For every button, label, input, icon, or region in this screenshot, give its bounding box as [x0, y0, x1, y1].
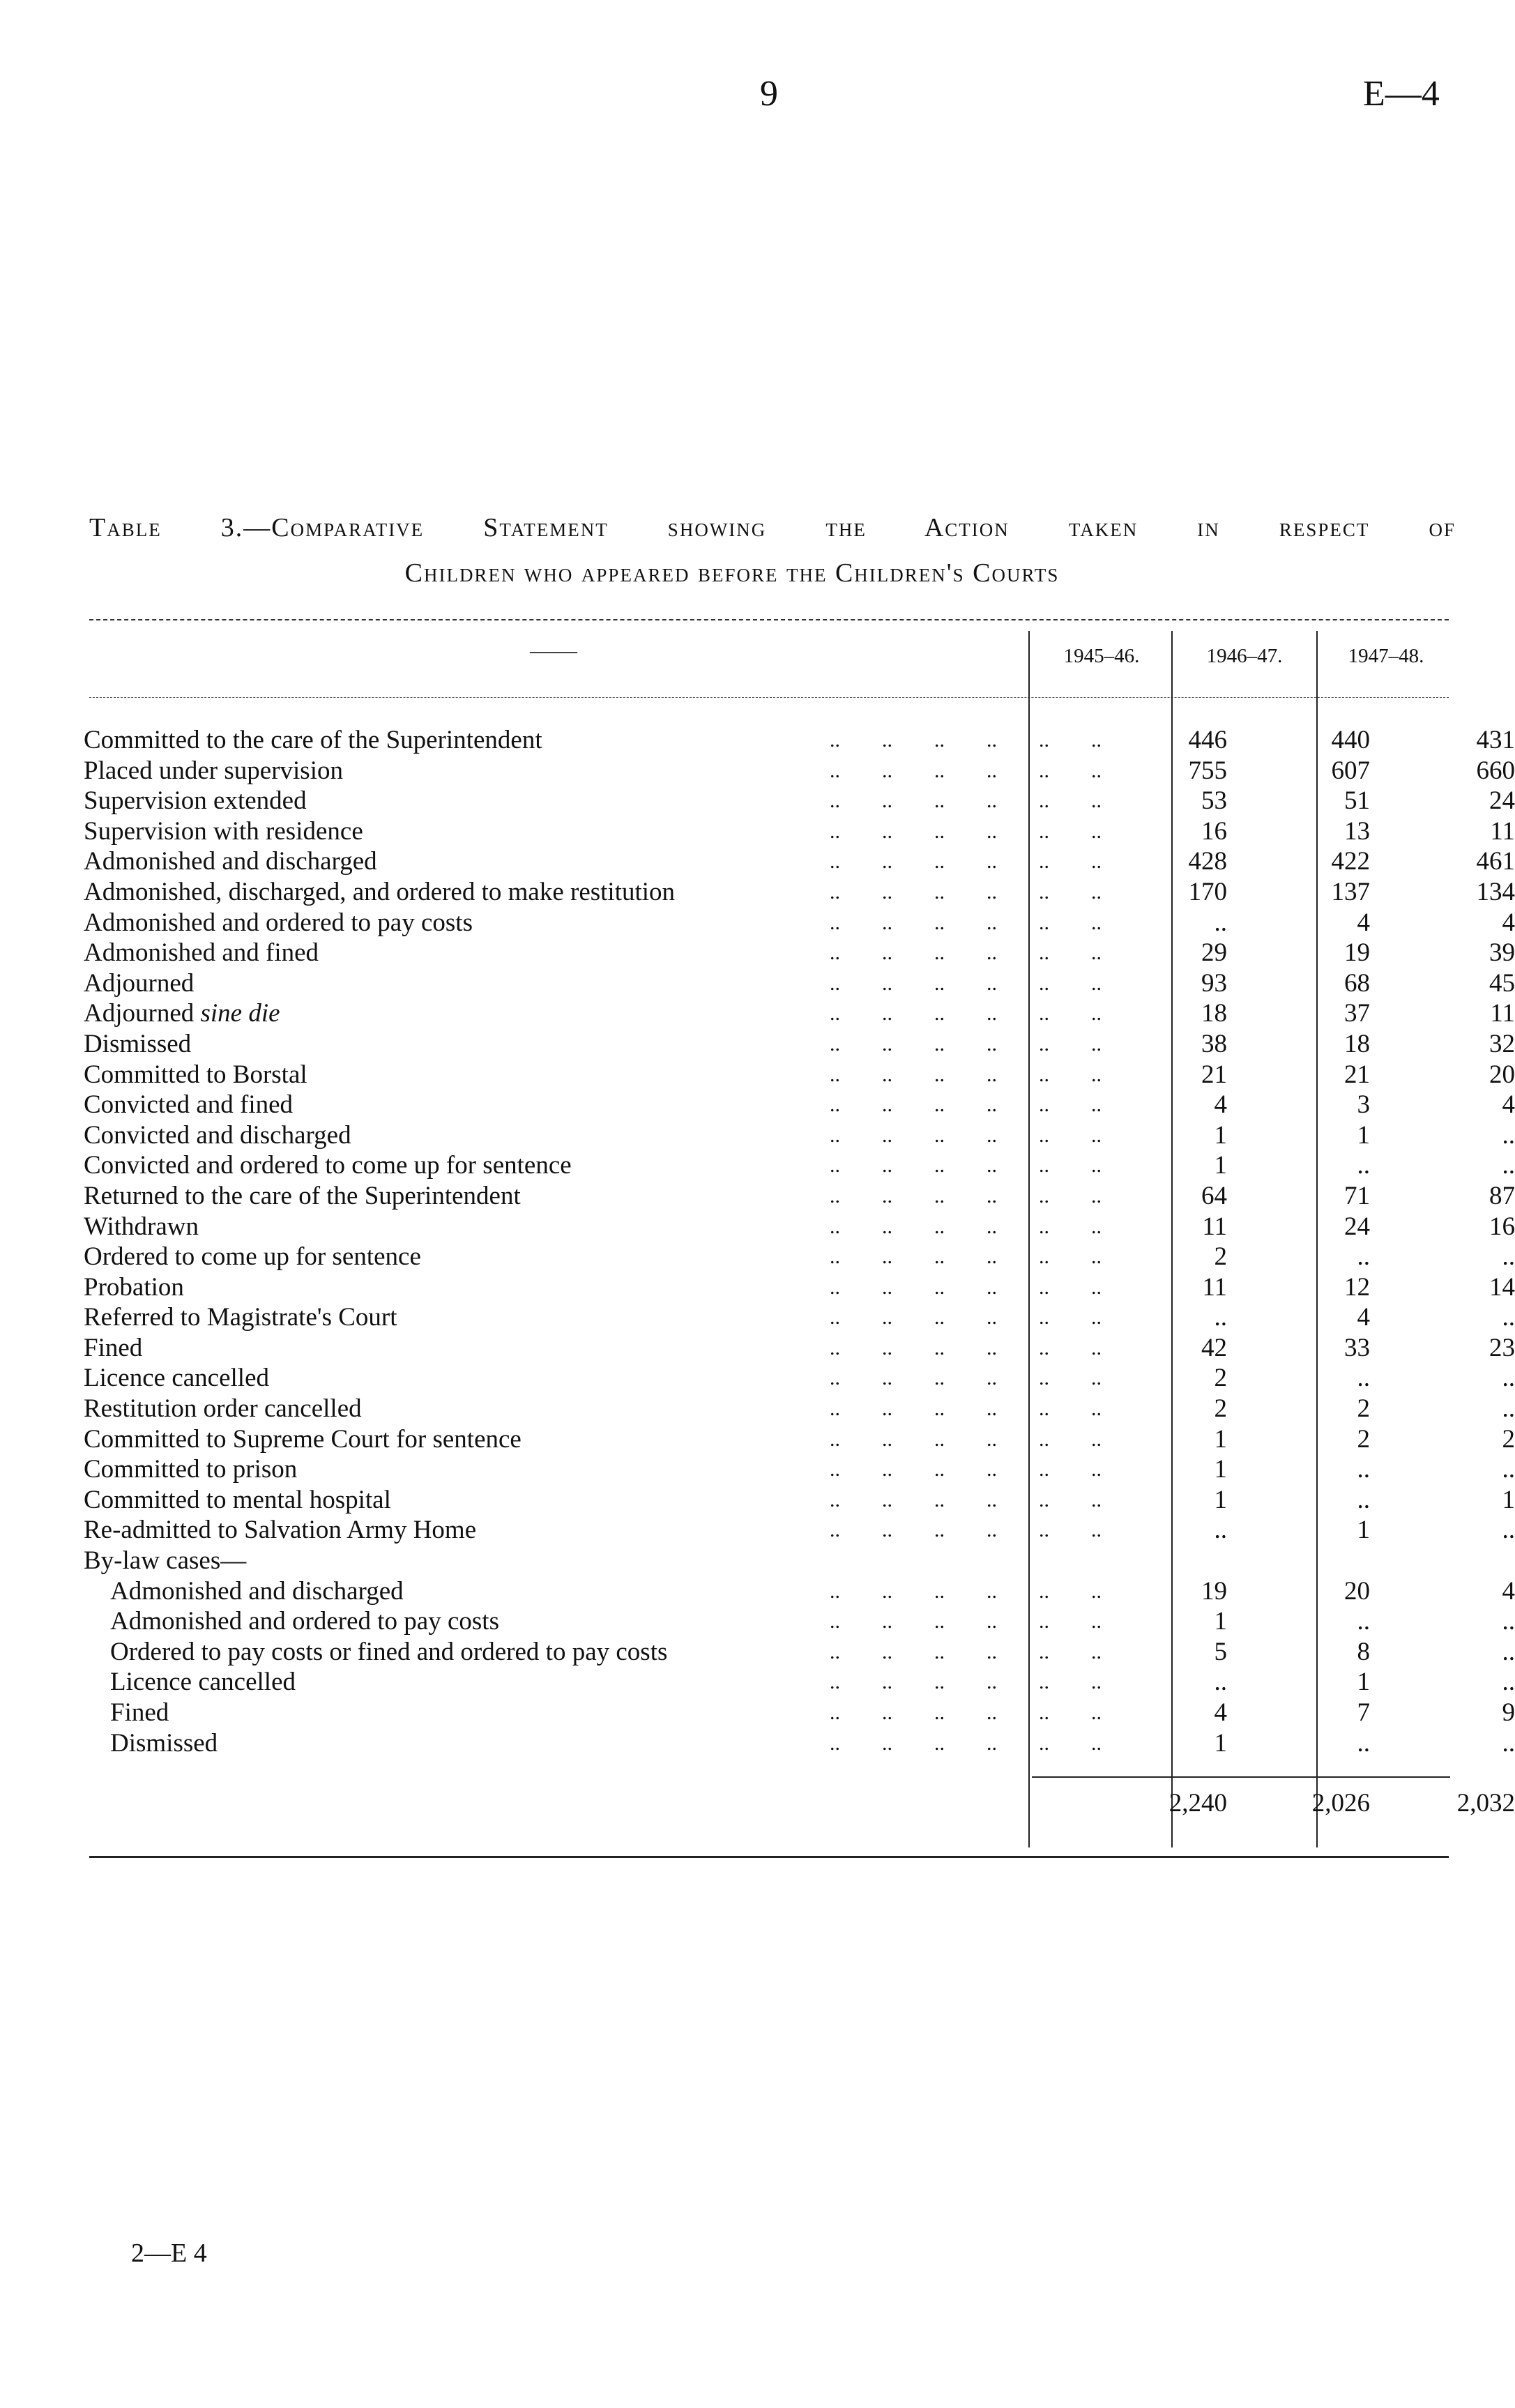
row-label-text: Licence cancelled [84, 1364, 269, 1393]
table-row [84, 1728, 1515, 1759]
row-label [84, 1212, 199, 1242]
cell-1946-47: 7 [1357, 1698, 1370, 1727]
row-label-text: Adjourned [84, 968, 195, 998]
column-header-1946-47: 1946–47. [1206, 645, 1283, 667]
row-label [84, 998, 280, 1029]
table-row [84, 1212, 1515, 1242]
table-top-rule [89, 619, 1449, 620]
row-label-text: Convicted and ordered to come up for sentence [84, 1151, 572, 1180]
table-row [84, 1394, 1515, 1424]
cell-1946-47: 4 [1357, 1303, 1370, 1332]
leader-dots: .. .. .. .. .. .. [788, 1366, 1102, 1390]
cell-1945-46: 38 [1201, 1029, 1227, 1058]
table-row [84, 1698, 1515, 1728]
row-label [84, 1150, 572, 1181]
cell-1945-46: 42 [1201, 1333, 1227, 1362]
row-label-text: Admonished and discharged [110, 1576, 404, 1606]
total-1946-47: 2,026 [1311, 1789, 1370, 1818]
row-label [84, 1029, 191, 1060]
cell-1945-46: 64 [1201, 1181, 1227, 1210]
row-label-text: Committed to Borstal [84, 1060, 307, 1089]
row-label [84, 1302, 397, 1333]
table-bottom-rule [89, 1856, 1449, 1858]
row-label [84, 1546, 246, 1576]
total-1945-46: 2,240 [1168, 1789, 1227, 1818]
table-row [84, 1120, 1515, 1151]
footer-signature: 2—E 4 [131, 2239, 207, 2268]
cell-1947-48: 1 [1502, 1485, 1515, 1514]
row-label-text: Referred to Magistrate's Court [84, 1303, 397, 1332]
cell-1946-47: 1 [1357, 1668, 1370, 1697]
table-row [84, 1667, 1515, 1698]
cell-1945-46: 428 [1188, 847, 1227, 876]
row-label [84, 1515, 476, 1546]
cell-1946-47: 33 [1344, 1333, 1370, 1362]
cell-1945-46: 2 [1214, 1394, 1227, 1424]
leader-dots: .. .. .. .. .. .. [788, 941, 1102, 965]
leader-dots: .. .. .. .. .. .. [788, 729, 1102, 752]
cell-1945-46: 1 [1214, 1728, 1227, 1758]
leader-dots: .. .. .. .. .. .. [788, 1427, 1102, 1451]
row-label [84, 1333, 142, 1364]
row-label-text: Fined [84, 1333, 143, 1362]
table-row [84, 1242, 1515, 1272]
cell-1946-47: .. [1357, 1242, 1370, 1272]
table-row [84, 786, 1515, 816]
row-label-text: Admonished, discharged, and ordered to make restitution [84, 877, 676, 906]
row-label-text: Restitution order cancelled [84, 1394, 362, 1424]
cell-1947-48: 11 [1490, 816, 1515, 846]
cell-1947-48: 23 [1489, 1333, 1515, 1362]
row-label-text: By-law cases— [84, 1546, 247, 1576]
row-label [84, 877, 675, 908]
leader-dots: .. .. .. .. .. .. [788, 1458, 1102, 1481]
cell-1946-47: 2 [1357, 1424, 1370, 1454]
cell-1947-48: 4 [1502, 1090, 1515, 1120]
row-label-text: Admonished and discharged [84, 847, 377, 876]
cell-1946-47: .. [1357, 1455, 1370, 1484]
cell-1946-47: 71 [1344, 1181, 1370, 1210]
leader-dots: .. .. .. .. .. .. [788, 1154, 1102, 1178]
cell-1946-47: .. [1357, 1364, 1370, 1393]
cell-1946-47: 51 [1344, 786, 1370, 816]
table-row [84, 756, 1515, 786]
row-label-text: Admonished and ordered to pay costs [84, 908, 473, 937]
row-label [84, 786, 307, 816]
cell-1947-48: .. [1502, 1120, 1515, 1150]
leader-dots: .. .. .. .. .. .. [788, 1002, 1102, 1026]
row-label-text: Committed to the care of the Superintendent [84, 726, 542, 754]
cell-1947-48: .. [1502, 1151, 1515, 1180]
cell-1947-48: 32 [1489, 1029, 1515, 1058]
row-label-text: Admonished and fined [84, 938, 319, 968]
table-title-line-1: Table 3.—Comparative Statement showing the Action taken in respect of [89, 513, 1456, 542]
cell-1947-48: 9 [1502, 1698, 1515, 1727]
row-label-text: Admonished and ordered to pay costs [110, 1607, 499, 1636]
table-row [84, 1181, 1515, 1212]
row-label [110, 1728, 218, 1759]
leader-dots: .. .. .. .. .. .. [788, 1579, 1102, 1603]
cell-1946-47: 13 [1344, 816, 1370, 846]
table-row [84, 968, 1515, 999]
cell-1947-48: .. [1502, 1364, 1515, 1393]
row-label [110, 1698, 169, 1728]
row-label [84, 846, 377, 877]
leader-dots: .. .. .. .. .. .. [788, 1214, 1102, 1238]
totals-rule [1032, 1776, 1450, 1778]
cell-1947-48: .. [1502, 1303, 1515, 1332]
cell-1947-48: .. [1502, 1607, 1515, 1636]
cell-1945-46: 1 [1214, 1607, 1227, 1636]
row-label [84, 968, 194, 999]
cell-1947-48: 4 [1502, 1576, 1515, 1606]
cell-1947-48: .. [1502, 1728, 1515, 1758]
cell-1946-47: .. [1357, 1151, 1370, 1180]
leader-dots: .. .. .. .. .. .. [788, 1093, 1102, 1117]
header-bottom-rule [89, 697, 1449, 698]
cell-1947-48: 134 [1476, 877, 1515, 906]
row-label [110, 1667, 296, 1698]
cell-1946-47: 4 [1357, 908, 1370, 937]
cell-1947-48: 461 [1476, 847, 1515, 876]
leader-dots: .. .. .. .. .. .. [788, 1275, 1102, 1299]
leader-dots: .. .. .. .. .. .. [788, 819, 1102, 843]
cell-1946-47: 440 [1331, 726, 1370, 754]
cell-1945-46: .. [1214, 908, 1227, 937]
table-row [84, 908, 1515, 938]
leader-dots: .. .. .. .. .. .. [788, 910, 1102, 934]
row-label-text: Committed to mental hospital [84, 1485, 391, 1514]
cell-1946-47: 21 [1344, 1060, 1370, 1089]
cell-1947-48: .. [1502, 1394, 1515, 1424]
row-label-text: Placed under supervision [84, 756, 343, 785]
cell-1945-46: 93 [1201, 968, 1227, 998]
row-label-text: Fined [110, 1698, 169, 1727]
table-row [84, 1576, 1515, 1607]
table-row [84, 846, 1515, 877]
cell-1947-48: .. [1502, 1455, 1515, 1484]
cell-1945-46: 5 [1214, 1637, 1227, 1666]
cell-1945-46: .. [1214, 1668, 1227, 1697]
leader-dots: .. .. .. .. .. .. [788, 759, 1102, 782]
cell-1945-46: 29 [1201, 938, 1227, 968]
cell-1947-48: 14 [1489, 1272, 1515, 1302]
cell-1946-47: 8 [1357, 1637, 1370, 1666]
leader-dots: .. .. .. .. .. .. [788, 1640, 1102, 1663]
cell-1945-46: 4 [1214, 1090, 1227, 1120]
cell-1945-46: 1 [1214, 1424, 1227, 1454]
cell-1945-46: 2 [1214, 1242, 1227, 1272]
row-label [84, 1272, 184, 1303]
cell-1947-48: 4 [1502, 908, 1515, 937]
cell-1946-47: 12 [1344, 1272, 1370, 1302]
cell-1946-47: .. [1357, 1728, 1370, 1758]
row-label-text: Returned to the care of the Superintendent [84, 1181, 521, 1210]
row-label-text: Ordered to come up for sentence [84, 1242, 421, 1272]
cell-1946-47: 19 [1344, 938, 1370, 968]
row-label-text: Supervision with residence [84, 816, 363, 846]
leader-dots: .. .. .. .. .. .. [788, 1610, 1102, 1633]
cell-1947-48: 2 [1502, 1424, 1515, 1454]
cell-1945-46: 11 [1202, 1272, 1227, 1302]
row-label [84, 1060, 307, 1090]
leader-dots: .. .. .. .. .. .. [788, 1518, 1102, 1542]
cell-1945-46: 2 [1214, 1364, 1227, 1393]
cell-1947-48: 24 [1489, 786, 1515, 816]
row-label-text: Dismissed [110, 1728, 218, 1758]
row-label-text: Ordered to pay costs or fined and ordered to pay costs [110, 1637, 668, 1666]
table-row [84, 1272, 1515, 1303]
column-header-1945-46: 1945–46. [1063, 645, 1140, 667]
row-label-text: Convicted and fined [84, 1090, 294, 1120]
cell-1947-48: 87 [1489, 1181, 1515, 1210]
cell-1946-47: 3 [1357, 1090, 1370, 1120]
leader-dots: .. .. .. .. .. .. [788, 850, 1102, 874]
table-row [84, 1485, 1515, 1516]
cell-1946-47: 18 [1344, 1029, 1370, 1058]
table-title-line-2: Children who appeared before the Children's Courts [404, 558, 1060, 588]
leader-dots: .. .. .. .. .. .. [788, 1184, 1102, 1207]
row-label-text: Probation [84, 1272, 184, 1302]
table-row [84, 1090, 1515, 1120]
table-row [84, 1546, 1450, 1576]
row-label [84, 816, 363, 847]
row-label [84, 1485, 391, 1516]
table-row [84, 1454, 1515, 1485]
leader-dots: .. .. .. .. .. .. [788, 1032, 1102, 1056]
row-label [84, 1424, 522, 1455]
table-row [84, 1515, 1515, 1546]
row-label [84, 1090, 293, 1120]
cell-1947-48: 20 [1489, 1060, 1515, 1089]
cell-1946-47: 422 [1331, 847, 1370, 876]
cell-1946-47: .. [1357, 1607, 1370, 1636]
cell-1946-47: 24 [1344, 1212, 1370, 1241]
cell-1946-47: 137 [1331, 877, 1370, 906]
leader-dots: .. .. .. .. .. .. [788, 1245, 1102, 1269]
row-label [110, 1576, 404, 1607]
page-number: 9 [760, 74, 778, 114]
row-label [84, 725, 542, 756]
cell-1945-46: 11 [1202, 1212, 1227, 1241]
cell-1945-46: 18 [1201, 999, 1227, 1028]
leader-dots: .. .. .. .. .. .. [788, 1123, 1102, 1147]
table-row [84, 1637, 1515, 1668]
table-row [84, 816, 1515, 847]
cell-1946-47: 20 [1344, 1576, 1370, 1606]
row-label [84, 1120, 351, 1151]
cell-1945-46: 19 [1201, 1576, 1227, 1606]
cell-1947-48: .. [1502, 1668, 1515, 1697]
row-label-italic: sine die [200, 999, 280, 1028]
row-label-text: Licence cancelled [110, 1668, 296, 1697]
table-row [84, 1333, 1515, 1364]
table-row [84, 998, 1515, 1029]
leader-dots: .. .. .. .. .. .. [788, 880, 1102, 904]
row-label [84, 1394, 362, 1424]
leader-dots: .. .. .. .. .. .. [788, 1397, 1102, 1421]
table-body [84, 725, 1515, 1758]
row-label-text: Re-admitted to Salvation Army Home [84, 1516, 477, 1545]
row-label-text: Adjourned [84, 999, 201, 1028]
cell-1945-46: 4 [1214, 1698, 1227, 1727]
row-label-text: Dismissed [84, 1029, 192, 1058]
table-row [84, 1363, 1515, 1394]
cell-1945-46: 755 [1188, 756, 1227, 785]
column-header-1947-48: 1947–48. [1348, 645, 1424, 667]
cell-1946-47: 1 [1357, 1516, 1370, 1545]
row-label [84, 1181, 521, 1212]
cell-1946-47: 1 [1357, 1120, 1370, 1150]
leader-dots: .. .. .. .. .. .. [788, 1336, 1102, 1359]
cell-1945-46: 53 [1201, 786, 1227, 816]
table-row [84, 938, 1515, 968]
row-label [84, 1242, 421, 1272]
row-label-text: Convicted and discharged [84, 1120, 351, 1150]
cell-1945-46: 21 [1201, 1060, 1227, 1089]
table-row [84, 1302, 1515, 1333]
cell-1947-48: 39 [1489, 938, 1515, 968]
cell-1945-46: 16 [1201, 816, 1227, 846]
cell-1947-48: 660 [1476, 756, 1515, 785]
leader-dots: .. .. .. .. .. .. [788, 1701, 1102, 1724]
cell-1945-46: 1 [1214, 1455, 1227, 1484]
leader-dots: .. .. .. .. .. .. [788, 1306, 1102, 1329]
cell-1946-47: 2 [1357, 1394, 1370, 1424]
row-label-text: Committed to Supreme Court for sentence [84, 1424, 522, 1454]
row-label [110, 1637, 667, 1668]
leader-dots: .. .. .. .. .. .. [788, 971, 1102, 995]
table-row [84, 1150, 1515, 1181]
table-row [84, 1029, 1515, 1060]
cell-1946-47: 37 [1344, 999, 1370, 1028]
cell-1945-46: 446 [1188, 726, 1227, 754]
header-label-placeholder: —— [530, 638, 577, 664]
cell-1945-46: 170 [1188, 877, 1227, 906]
row-label-text: Withdrawn [84, 1212, 199, 1241]
row-label [84, 756, 343, 786]
table-row [84, 1424, 1515, 1455]
cell-1947-48: .. [1502, 1637, 1515, 1666]
totals-row [84, 1788, 1515, 1819]
table-row [84, 1060, 1515, 1090]
row-label [84, 1454, 297, 1485]
leader-dots: .. .. .. .. .. .. [788, 1670, 1102, 1694]
cell-1945-46: 1 [1214, 1120, 1227, 1150]
leader-dots: .. .. .. .. .. .. [788, 1731, 1102, 1755]
cell-1947-48: .. [1502, 1516, 1515, 1545]
row-label [84, 1363, 269, 1394]
cell-1947-48: 45 [1489, 968, 1515, 998]
cell-1947-48: 11 [1490, 999, 1515, 1028]
row-label [84, 938, 319, 968]
cell-1947-48: 16 [1489, 1212, 1515, 1241]
leader-dots: .. .. .. .. .. .. [788, 789, 1102, 813]
cell-1946-47: 68 [1344, 968, 1370, 998]
cell-1947-48: .. [1502, 1242, 1515, 1272]
leader-dots: .. .. .. .. .. .. [788, 1062, 1102, 1086]
total-1947-48: 2,032 [1456, 1789, 1515, 1818]
row-label-text: Supervision extended [84, 786, 307, 816]
row-label-text: Committed to prison [84, 1455, 298, 1484]
table-row [84, 1606, 1515, 1637]
table-row [84, 725, 1515, 756]
cell-1947-48: 431 [1476, 726, 1515, 754]
row-label [84, 908, 473, 938]
leader-dots: .. .. .. .. .. .. [788, 1488, 1102, 1511]
row-label [110, 1606, 499, 1637]
cell-1945-46: .. [1214, 1516, 1227, 1545]
cell-1945-46: 1 [1214, 1151, 1227, 1180]
cell-1946-47: .. [1357, 1485, 1370, 1514]
cell-1945-46: 1 [1214, 1485, 1227, 1514]
cell-1946-47: 607 [1331, 756, 1370, 785]
document-reference: E—4 [1363, 74, 1440, 114]
table-row [84, 877, 1515, 908]
cell-1945-46: .. [1214, 1303, 1227, 1332]
